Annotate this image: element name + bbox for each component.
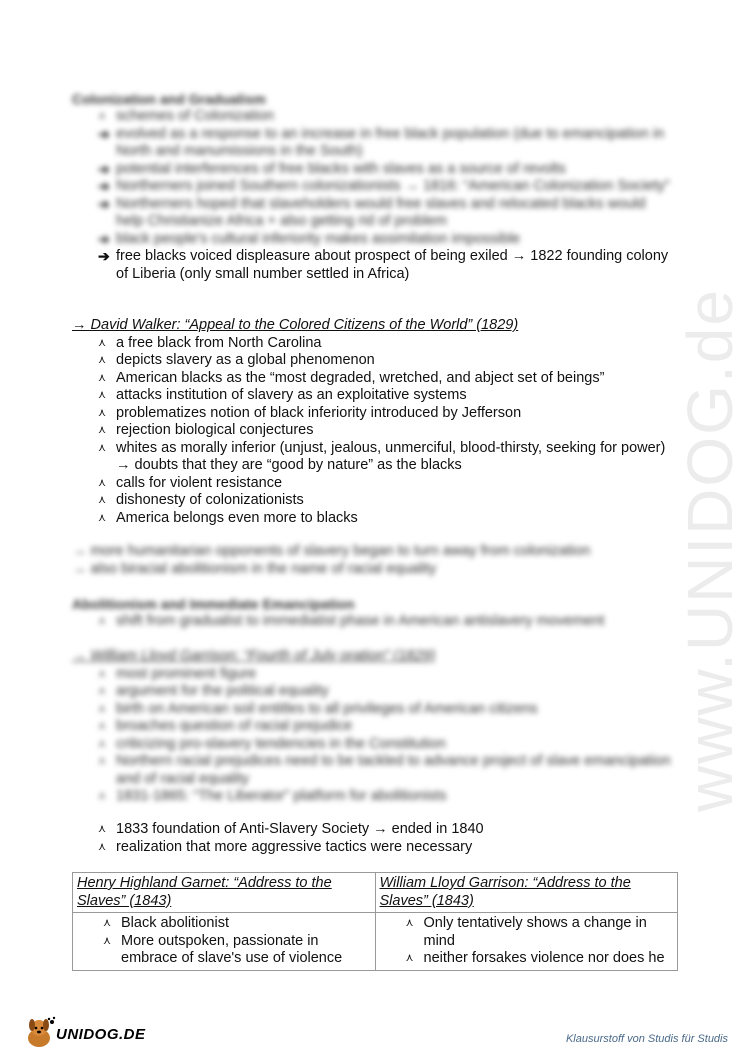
section-heading: Abolitionism and Immediate Emancipation	[72, 596, 355, 612]
list-item-text: Black abolitionist	[121, 915, 229, 931]
triangle-bullet-icon: ⋏	[98, 441, 107, 454]
list-item	[98, 666, 672, 684]
transition-lines	[72, 543, 672, 578]
table-header-garnet: Henry Highland Garnet: “Address to the Slaves” (1843)	[73, 873, 376, 913]
table-row	[73, 913, 678, 971]
list-item	[98, 335, 672, 353]
list-item	[98, 422, 672, 440]
list-item	[406, 950, 674, 968]
list-item	[98, 178, 672, 196]
arrow-bullet-icon: ➔	[98, 125, 110, 142]
list-item	[98, 370, 672, 388]
list-item	[98, 788, 672, 806]
section-abolitionism	[72, 596, 672, 631]
list-item-text: shift from gradualist to immediatist phase in American antislavery movement	[116, 613, 605, 629]
list-item-text: 1831-1865: “The Liberator” platform for abolitionists	[116, 788, 447, 804]
triangle-bullet-icon: ⋏	[98, 755, 107, 767]
triangle-bullet-icon: ⋏	[98, 667, 107, 680]
list-item	[98, 492, 672, 510]
list-item-text: depicts slavery as a global phenomenon	[116, 352, 375, 368]
footer-tagline: Klausurstoff von Studis für Studis	[565, 1033, 728, 1045]
triangle-bullet-icon: ⋏	[98, 336, 107, 349]
transition-line: → more humanitarian opponents of slavery began to turn away from colonization	[72, 543, 591, 559]
dog-icon	[22, 1016, 56, 1050]
triangle-bullet-icon: ⋏	[405, 952, 414, 964]
list-item	[98, 510, 672, 528]
list-item-text: free blacks voiced displeasure about prospect of being exiled → 1822 founding colony of Liberia (only small number settled in Africa)	[116, 248, 669, 282]
list-item-text: Northern racial prejudices need to be tackled to advance project of slave emancipation and of racial equality	[116, 753, 671, 787]
bullet-list	[77, 915, 371, 968]
list-item	[98, 108, 672, 126]
triangle-bullet-icon: ⋏	[98, 494, 107, 506]
bullet-list	[72, 108, 672, 248]
list-item-text: attacks institution of slavery as an exploitative systems	[116, 387, 467, 403]
arrow-bullet-icon: ➔	[98, 230, 110, 247]
triangle-bullet-icon: ⋏	[98, 737, 107, 750]
list-item-text: black people's cultural inferiority makes assimilation impossible	[116, 230, 521, 247]
list-item-text: problematizes notion of black inferiority introduced by Jefferson	[116, 404, 522, 421]
triangle-bullet-icon: ⋏	[103, 917, 112, 929]
triangle-bullet-icon: ⋏	[98, 406, 107, 419]
list-item	[98, 196, 672, 231]
list-item-text: whites as morally inferior (unjust, jealous, unmerciful, blood-thirsty, seeking for power) → doubts that they are “good by nature” as the blacks	[116, 439, 666, 473]
table-header-row	[73, 873, 678, 913]
list-item	[98, 352, 672, 370]
section-antislavery	[72, 821, 672, 856]
list-item	[103, 915, 371, 933]
triangle-bullet-icon: ⋏	[98, 720, 107, 732]
list-item	[98, 161, 672, 179]
triangle-bullet-icon: ⋏	[98, 685, 107, 697]
list-item	[103, 933, 371, 968]
list-item-text: More outspoken, passionate in embrace of slave's use of violence	[121, 932, 343, 966]
bullet-list	[72, 613, 672, 631]
triangle-bullet-icon: ⋏	[98, 615, 107, 627]
list-item-text: Northerners hoped that slaveholders would free slaves and relocated blacks would help Christianize Africa + also getting rid of problem	[116, 195, 646, 229]
list-item	[98, 821, 672, 839]
triangle-bullet-icon: ⋏	[98, 424, 107, 436]
list-item-text: Only tentatively shows a change in mind	[423, 915, 647, 949]
comparison-table	[72, 872, 678, 971]
triangle-bullet-icon: ⋏	[98, 840, 107, 853]
section-colonization	[72, 91, 672, 283]
table-header-garrison: William Lloyd Garrison: “Address to the Slaves” (1843)	[375, 873, 678, 913]
list-item-text: realization that more aggressive tactics were necessary	[116, 838, 473, 855]
table-cell-garrison	[375, 913, 678, 971]
bullet-list	[72, 666, 672, 806]
triangle-bullet-icon: ⋏	[98, 511, 107, 524]
triangle-bullet-icon: ⋏	[98, 389, 107, 401]
list-item-text: dishonesty of colonizationists	[116, 492, 304, 508]
list-item-text: rejection biological conjectures	[116, 422, 314, 438]
list-item-text: American blacks as the “most degraded, wretched, and abject set of beings”	[116, 369, 605, 386]
triangle-bullet-icon: ⋏	[98, 371, 107, 384]
arrow-bullet-icon: ➔	[98, 178, 110, 194]
list-item	[98, 440, 672, 475]
triangle-bullet-icon: ⋏	[98, 476, 107, 489]
triangle-bullet-icon: ⋏	[103, 934, 112, 947]
list-item	[98, 839, 672, 857]
transition-line: → also biracial abolitionism in the name of racial equality	[72, 560, 437, 577]
watermark-text: www.UNIDOG.de	[674, 288, 746, 812]
list-item-text: broaches question of racial prejudice	[116, 718, 353, 734]
list-item-text: a free black from North Carolina	[116, 334, 322, 351]
list-item-text: neither forsakes violence nor does he	[423, 950, 665, 966]
list-item-text: Northerners joined Southern colonizationists → 1816: “American Colonization Society”	[116, 178, 670, 194]
list-item	[98, 231, 672, 249]
list-item-text: calls for violent resistance	[116, 474, 283, 491]
list-item	[406, 915, 674, 950]
triangle-bullet-icon: ⋏	[98, 823, 107, 835]
list-item-text: argument for the political equality	[116, 683, 329, 699]
table-cell-garnet	[73, 913, 376, 971]
triangle-bullet-icon: ⋏	[405, 917, 414, 929]
list-item-text: 1833 foundation of Anti-Slavery Society → ended in 1840	[116, 821, 484, 837]
list-item-text: criticizing pro-slavery tendencies in the Constitution	[116, 735, 446, 752]
list-item	[98, 248, 672, 283]
bullet-list	[380, 915, 674, 968]
section-walker	[72, 317, 672, 527]
bullet-list	[72, 821, 672, 856]
list-item	[98, 405, 672, 423]
list-item-text: evolved as a response to an increase in free black population (due to emancipation in North and manumissions in the South)	[116, 125, 665, 159]
list-item-text: birth on American soil entitles to all privileges of American citizens	[116, 700, 538, 717]
list-item	[98, 475, 672, 493]
list-item	[98, 387, 672, 405]
triangle-bullet-icon: ⋏	[98, 790, 107, 802]
list-item-text: most prominent figure	[116, 665, 257, 682]
bullet-list	[72, 248, 672, 283]
arrow-bullet-icon: ➔	[98, 160, 110, 177]
list-item	[98, 126, 672, 161]
section-garrison	[72, 648, 672, 806]
arrow-bullet-icon: ➔	[98, 248, 110, 264]
list-item	[98, 736, 672, 754]
list-item-text: potential interferences of free blacks with slaves as a source of revolts	[116, 160, 566, 177]
section-heading: Colonization and Gradualism	[72, 91, 266, 107]
logo-text: UNIDOG.DE	[56, 1026, 146, 1043]
triangle-bullet-icon: ⋏	[98, 354, 107, 366]
bullet-list	[72, 335, 672, 528]
garrison-title: → William Lloyd Garrison: “Fourth of July oration” (1829)	[72, 648, 436, 664]
list-item-text: schemes of Colonization	[116, 108, 274, 124]
walker-title: → David Walker: “Appeal to the Colored Citizens of the World” (1829)	[72, 317, 519, 333]
list-item	[98, 701, 672, 719]
list-item	[98, 613, 672, 631]
unidog-logo	[22, 1016, 162, 1050]
arrow-bullet-icon: ➔	[98, 195, 110, 212]
triangle-bullet-icon: ⋏	[98, 702, 107, 715]
list-item	[98, 683, 672, 701]
list-item	[98, 753, 672, 788]
list-item-text: America belongs even more to blacks	[116, 509, 358, 526]
triangle-bullet-icon: ⋏	[98, 110, 107, 122]
list-item	[98, 718, 672, 736]
